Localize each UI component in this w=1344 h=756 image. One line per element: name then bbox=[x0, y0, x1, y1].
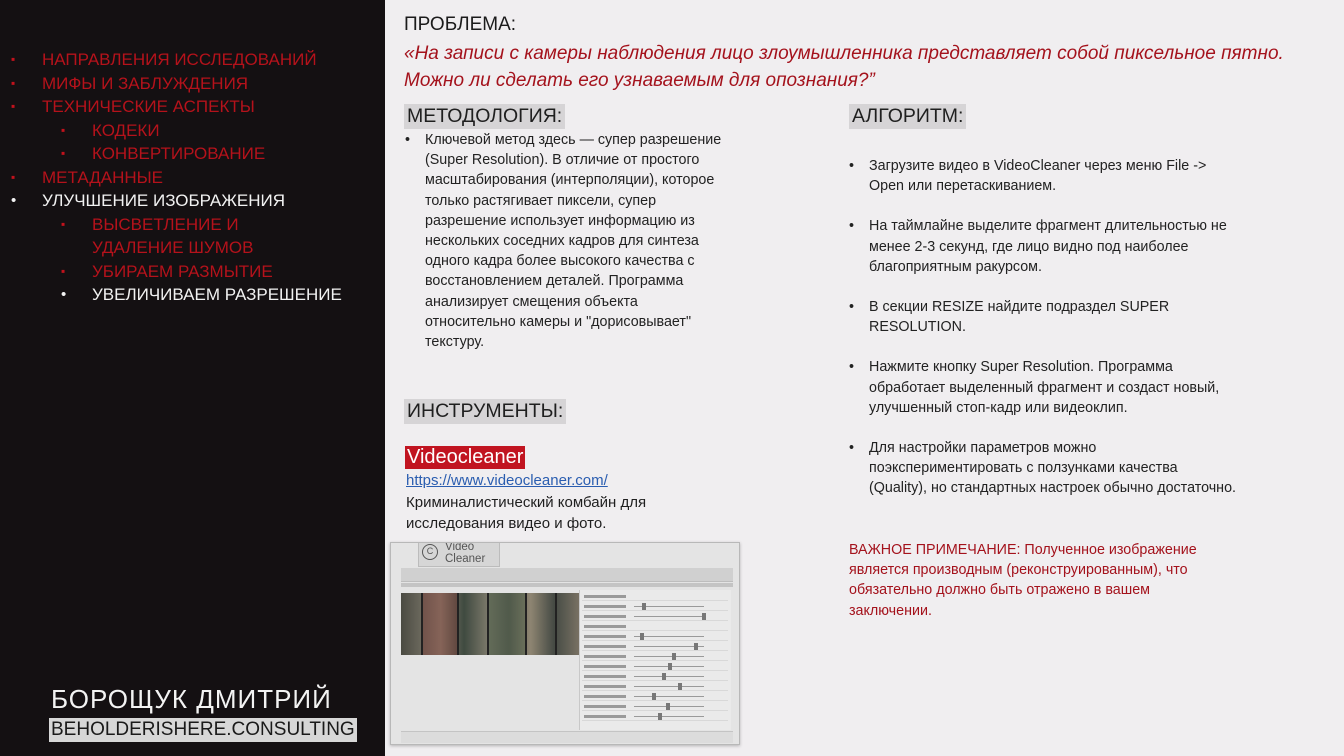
problem-statement: «На записи с камеры наблюдения лицо злоумышленника представляет собой пиксельное пятно. Можно ли сделать его узнаваемым для опознания?” bbox=[404, 43, 1284, 91]
panel-row bbox=[582, 712, 728, 721]
nav-item-image-enhancement[interactable] bbox=[0, 189, 342, 213]
methodology-heading: МЕТОДОЛОГИЯ: bbox=[404, 104, 565, 129]
video-frame bbox=[527, 593, 557, 655]
video-frame bbox=[557, 593, 581, 655]
panel-row bbox=[582, 592, 728, 601]
panel-row bbox=[582, 602, 728, 611]
tool-name-tag: Videocleaner bbox=[407, 446, 524, 468]
app-timeline bbox=[401, 583, 733, 587]
panel-row bbox=[582, 672, 728, 681]
nav-item-technical-aspects[interactable] bbox=[0, 95, 342, 119]
square-bullet-icon: ▪ bbox=[61, 263, 66, 278]
panel-row bbox=[582, 692, 728, 701]
app-status-bar bbox=[401, 731, 733, 743]
nav-item-label: УЛУЧШЕНИЕ ИЗОБРАЖЕНИЯ bbox=[42, 191, 286, 210]
videocleaner-screenshot bbox=[390, 542, 740, 745]
tools-heading: ИНСТРУМЕНТЫ: bbox=[404, 399, 566, 424]
video-frame bbox=[489, 593, 527, 655]
square-bullet-icon: ▪ bbox=[61, 122, 66, 137]
algorithm-list bbox=[849, 156, 1239, 519]
list-item-text: Загрузите видео в VideoCleaner через меню File -> Open или перетаскиванием. bbox=[869, 158, 1207, 195]
panel-row bbox=[582, 632, 728, 641]
author-name: БОРОЩУК ДМИТРИЙ bbox=[51, 684, 332, 714]
tool-description: Криминалистический комбайн для исследования видео и фото. bbox=[406, 494, 647, 532]
panel-row bbox=[582, 652, 728, 661]
nav-item-codecs[interactable] bbox=[0, 119, 342, 143]
nav-item-label: КОНВЕРТИРОВАНИЕ bbox=[92, 144, 266, 163]
app-settings-panel bbox=[579, 590, 731, 730]
nav-item-deblur[interactable] bbox=[0, 260, 342, 284]
problem-label: ПРОБЛЕМА: bbox=[404, 14, 517, 35]
square-bullet-icon: ▪ bbox=[61, 146, 66, 160]
square-bullet-icon: ▪ bbox=[11, 169, 16, 184]
list-item bbox=[849, 297, 1239, 337]
methodology-list bbox=[405, 130, 727, 352]
list-item bbox=[849, 216, 1239, 277]
nav-item-upscaling[interactable] bbox=[0, 283, 342, 307]
list-item bbox=[405, 130, 727, 352]
nav-item-label: ТЕХНИЧЕСКИЕ АСПЕКТЫ bbox=[42, 97, 255, 116]
square-bullet-icon: ▪ bbox=[11, 75, 16, 90]
nav-item-label: УБИРАЕМ РАЗМЫТИЕ bbox=[92, 261, 273, 281]
nav-item-research-directions[interactable] bbox=[0, 48, 342, 72]
panel-row bbox=[582, 682, 728, 691]
nav-item-label: КОДЕКИ bbox=[92, 120, 160, 140]
bullet-icon: • bbox=[849, 218, 855, 235]
bullet-icon: • bbox=[849, 359, 855, 376]
bullet-icon: • bbox=[849, 299, 855, 316]
square-bullet-icon: ▪ bbox=[11, 52, 16, 66]
important-note: ВАЖНОЕ ПРИМЕЧАНИЕ: Полученное изображение является производным (реконструированным), что обязательно должно быть отражено в вашем заключении. bbox=[849, 542, 1197, 619]
logo-text-line: Cleaner bbox=[445, 553, 486, 565]
nav-item-conversion[interactable] bbox=[0, 142, 342, 166]
author-website: BEHOLDERISHERE.CONSULTING bbox=[51, 719, 355, 740]
list-item bbox=[849, 357, 1239, 418]
list-item-text: Нажмите кнопку Super Resolution. Программа обработает выделенный фрагмент и создаст новый, улучшенный стоп-кадр или видеоклип. bbox=[869, 359, 1220, 416]
tool-link[interactable]: https://www.videocleaner.com/ bbox=[406, 472, 608, 489]
nav-item-label: ВЫСВЕТЛЕНИЕ И УДАЛЕНИЕ ШУМОВ bbox=[92, 214, 254, 257]
nav-item-label: НАПРАВЛЕНИЯ ИССЛЕДОВАНИЙ bbox=[42, 50, 317, 69]
app-toolbar bbox=[401, 568, 733, 582]
app-video-preview bbox=[401, 593, 581, 655]
videocleaner-logo-icon: C bbox=[422, 544, 438, 560]
dot-bullet-icon: • bbox=[61, 286, 67, 303]
video-frame bbox=[459, 593, 489, 655]
algorithm-heading: АЛГОРИТМ: bbox=[849, 104, 966, 129]
list-item-text: В секции RESIZE найдите подраздел SUPER RESOLUTION. bbox=[869, 299, 1170, 336]
nav-item-brightening-denoise[interactable] bbox=[0, 213, 330, 260]
panel-row bbox=[582, 612, 728, 621]
nav-item-label: МИФЫ И ЗАБЛУЖДЕНИЯ bbox=[42, 73, 249, 93]
nav-item-metadata[interactable] bbox=[0, 166, 342, 190]
videocleaner-logo-text bbox=[445, 542, 485, 565]
nav-item-label: МЕТАДАННЫЕ bbox=[42, 167, 164, 187]
videocleaner-logo bbox=[418, 542, 500, 567]
sidebar bbox=[0, 0, 385, 756]
list-item bbox=[849, 156, 1239, 196]
section-nav bbox=[0, 48, 342, 307]
nav-item-myths[interactable] bbox=[0, 72, 342, 96]
logo-text-line: Video bbox=[445, 542, 475, 553]
video-frame bbox=[401, 593, 423, 655]
square-bullet-icon: ▪ bbox=[61, 216, 66, 231]
nav-item-label: УВЕЛИЧИВАЕМ РАЗРЕШЕНИЕ bbox=[92, 285, 342, 304]
list-item bbox=[849, 438, 1239, 499]
list-item-text: На таймлайне выделите фрагмент длительностью не менее 2-3 секунд, где лицо видно под наиболее благоприятным ракурсом. bbox=[869, 218, 1227, 275]
panel-row bbox=[582, 642, 728, 651]
video-frame bbox=[423, 593, 459, 655]
square-bullet-icon: ▪ bbox=[11, 99, 16, 113]
list-item-text: Для настройки параметров можно поэкспериментировать с ползунками качества (Quality), но стандартных настроек обычно достаточно. bbox=[869, 440, 1236, 497]
bullet-icon: • bbox=[849, 440, 855, 457]
bullet-icon: • bbox=[849, 158, 855, 174]
panel-row bbox=[582, 702, 728, 711]
list-item-text: Ключевой метод здесь — супер разрешение (Super Resolution). В отличие от простого масштабирования (интерполяции), которое только растягивает пиксели, супер разрешение использует информацию из нескольких соседних кадров для синтеза одного кадра более высокого качества с восстановлением деталей. Программа анализирует смещения объекта относительно камеры и "дорисовывает" текстуру. bbox=[425, 132, 722, 351]
panel-row bbox=[582, 622, 728, 631]
dot-bullet-icon: • bbox=[11, 192, 17, 209]
panel-row bbox=[582, 662, 728, 671]
bullet-icon: • bbox=[405, 132, 411, 148]
